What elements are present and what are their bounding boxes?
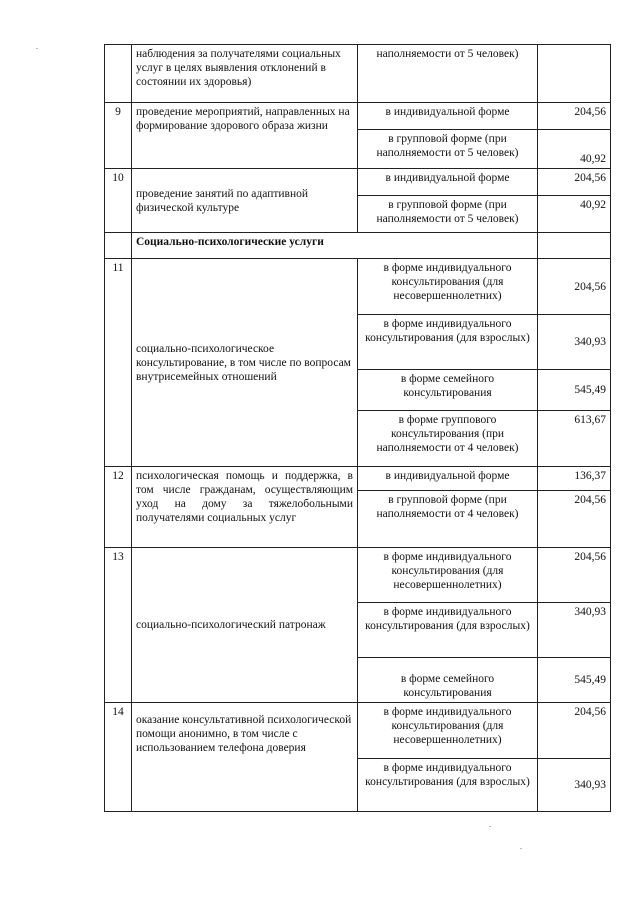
service-name: наблюдения за получателями социальных услуг в целях выявления отклонений в состоянии их здоровья)	[132, 45, 358, 103]
service-price: 204,56	[538, 491, 611, 548]
service-form: в индивидуальной форме	[358, 467, 538, 491]
service-price: 340,93	[538, 603, 611, 658]
service-form: в групповой форме (при наполняемости от 4 человек)	[358, 491, 538, 548]
service-name: социально-психологический патронаж	[132, 548, 358, 703]
service-name: социально-психологическое консультирование, в том числе по вопросам внутрисемейных отношений	[132, 259, 358, 467]
service-price: 340,93	[538, 759, 611, 812]
service-price: 545,49	[538, 658, 611, 703]
service-form: в форме индивидуального консультирования (для несовершеннолетних)	[358, 259, 538, 315]
service-price: 204,56	[538, 259, 611, 315]
service-form: в форме индивидуального консультирования (для несовершеннолетних)	[358, 548, 538, 603]
service-price: 204,56	[538, 103, 611, 130]
section-title: Социально-психологические услуги	[132, 233, 538, 259]
service-form: в групповой форме (при наполняемости от 5 человек)	[358, 196, 538, 233]
services-price-table	[104, 44, 611, 812]
scan-speck	[520, 848, 522, 849]
row-number: 9	[105, 103, 132, 169]
service-form: в форме индивидуального консультирования (для взрослых)	[358, 759, 538, 812]
row-number: 11	[105, 259, 132, 467]
service-form: в форме группового консультирования (при наполняемости от 4 человек)	[358, 411, 538, 467]
table-row-14	[105, 703, 611, 759]
service-name: психологическая помощь и поддержка, в том числе гражданам, осуществляющим уход на дому за тяжелобольными получателями социальных услуг	[132, 467, 358, 548]
service-price: 204,56	[538, 548, 611, 603]
table-row-continued	[105, 45, 611, 103]
service-price: 40,92	[538, 196, 611, 233]
section-row	[105, 233, 611, 259]
service-price: 204,56	[538, 169, 611, 196]
service-name: проведение мероприятий, направленных на формирование здорового образа жизни	[132, 103, 358, 169]
scan-speck	[36, 48, 38, 49]
service-form: в групповой форме (при наполняемости от 5 человек)	[358, 130, 538, 169]
row-number: 12	[105, 467, 132, 548]
service-name: проведение занятий по адаптивной физической культуре	[132, 169, 358, 233]
empty-cell	[538, 233, 611, 259]
row-number: 14	[105, 703, 132, 812]
row-number: 10	[105, 169, 132, 233]
service-price: 613,67	[538, 411, 611, 467]
service-price	[538, 45, 611, 103]
service-price: 136,37	[538, 467, 611, 491]
table-row-13	[105, 548, 611, 603]
service-form: в форме семейного консультирования	[358, 370, 538, 411]
service-price: 545,49	[538, 370, 611, 411]
scan-speck	[489, 826, 491, 827]
service-form: в форме индивидуального консультирования (для взрослых)	[358, 603, 538, 658]
service-form: в индивидуальной форме	[358, 103, 538, 130]
table-row-11	[105, 259, 611, 315]
service-form: в форме индивидуального консультирования (для несовершеннолетних)	[358, 703, 538, 759]
service-price: 204,56	[538, 703, 611, 759]
table-row-10	[105, 169, 611, 196]
service-price: 340,93	[538, 315, 611, 370]
row-number: 13	[105, 548, 132, 703]
table-row-12	[105, 467, 611, 491]
row-number	[105, 45, 132, 103]
service-form: в индивидуальной форме	[358, 169, 538, 196]
table-row-9	[105, 103, 611, 130]
service-form: в форме семейного консультирования	[358, 658, 538, 703]
service-form: наполняемости от 5 человек)	[358, 45, 538, 103]
service-price: 40,92	[538, 130, 611, 169]
service-form: в форме индивидуального консультирования (для взрослых)	[358, 315, 538, 370]
empty-cell	[105, 233, 132, 259]
service-name: оказание консультативной психологической помощи анонимно, в том числе с использованием телефона доверия	[132, 703, 358, 812]
